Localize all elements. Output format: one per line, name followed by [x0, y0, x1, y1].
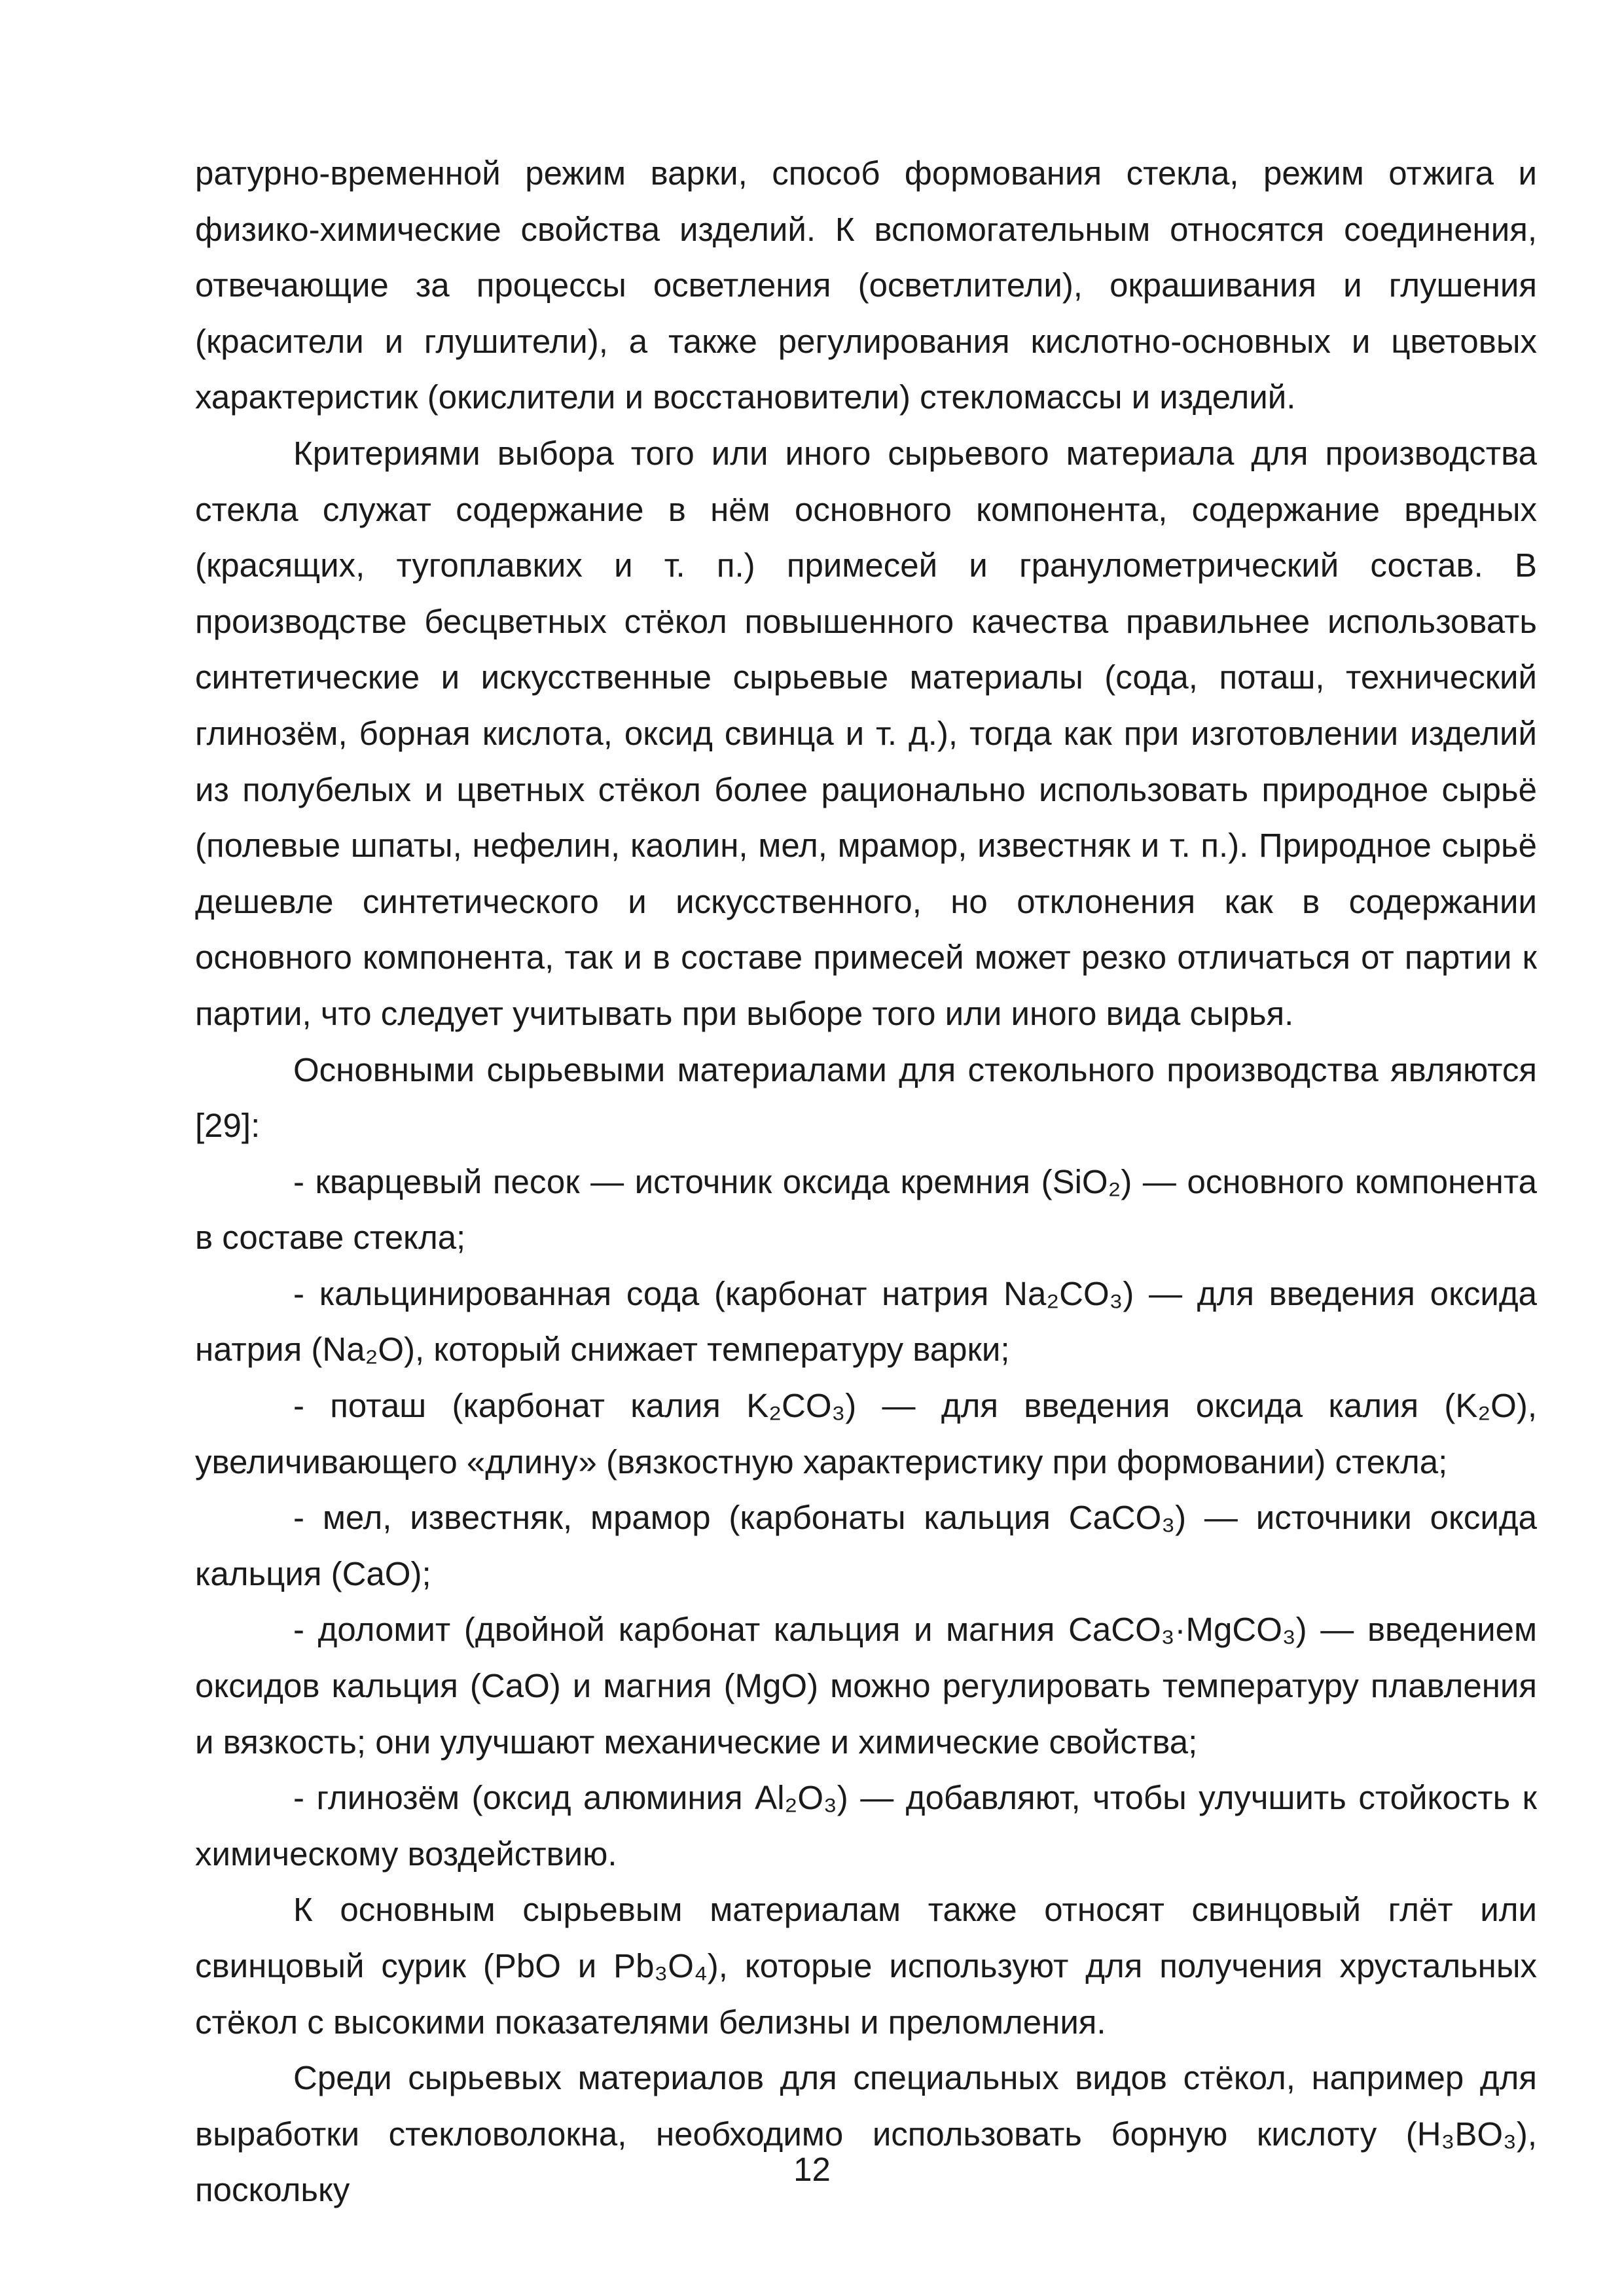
- paragraph-continuation: ратурно-временной режим варки, способ формования стекла, режим отжига и физико-химические свойства изделий. К вспомогательным относятся соединения, отвечающие за процессы осветления (осветлители), окрашивания и глушения (красители и глушители), а также регулирования кислотно-основных и цветовых характеристик (окислители и восстановители) стекломассы и изделий.: [195, 154, 1537, 416]
- list-item-chalk-limestone: - мел, известняк, мрамор (карбонаты кальция CaCO₃) — источники оксида кальция (CaO);: [195, 1499, 1537, 1592]
- list-item-alumina: - глинозём (оксид алюминия Al₂O₃) — добавляют, чтобы улучшить стойкость к химическому воздействию.: [195, 1779, 1537, 1873]
- list-item-quartz-sand: - кварцевый песок — источник оксида кремния (SiO₂) — основного компонента в составе стекла;: [195, 1162, 1537, 1257]
- page-number: 12: [793, 2151, 831, 2188]
- list-item-dolomite: - доломит (двойной карбонат кальция и магния CaCO₃·MgCO₃) — введением оксидов кальция (CaO) и магния (MgO) можно регулировать температуру плавления и вязкость; они улучшают механические и химические свойства;: [195, 1611, 1537, 1761]
- list-item-soda-ash: - кальцинированная сода (карбонат натрия Na₂CO₃) — для введения оксида натрия (Na₂O), который снижает температуру варки;: [195, 1274, 1537, 1369]
- paragraph-lead-materials: К основным сырьевым материалам также относят свинцовый глёт или свинцовый сурик (PbO и Pb₃O₄), которые используют для получения хрустальных стёкол с высокими показателями белизны и преломления.: [195, 1891, 1537, 2041]
- document-body: [195, 145, 1537, 2218]
- list-item-potash: - поташ (карбонат калия K₂CO₃) — для введения оксида калия (K₂O), увеличивающего «длину» (вязкостную характеристику при формовании) стекла;: [195, 1387, 1537, 1480]
- paragraph-list-intro: Основными сырьевыми материалами для стекольного производства являются [29]:: [195, 1050, 1537, 1145]
- paragraph-special-glasses: Среди сырьевых материалов для специальных видов стёкол, например для выработки стекловолокна, необходимо использовать борную кислоту (H₃BO₃), поскольку: [195, 2059, 1537, 2209]
- paragraph-selection-criteria: Критериями выбора того или иного сырьевого материала для производства стекла служат содержание в нём основного компонента, содержание вредных (красящих, тугоплавких и т. п.) примесей и гранулометрический состав. В производстве бесцветных стёкол повышенного качества правильнее использовать синтетические и искусственные сырьевые материалы (сода, поташ, технический глинозём, борная кислота, оксид свинца и т. д.), тогда как при изготовлении изделий из полубелых и цветных стёкол более рационально использовать природное сырьё (полевые шпаты, нефелин, каолин, мел, мрамор, известняк и т. п.). Природное сырьё дешевле синтетического и искусственного, но отклонения как в содержании основного компонента, так и в составе примесей может резко отличаться от партии к партии, что следует учитывать при выборе того или иного вида сырья.: [195, 434, 1537, 1032]
